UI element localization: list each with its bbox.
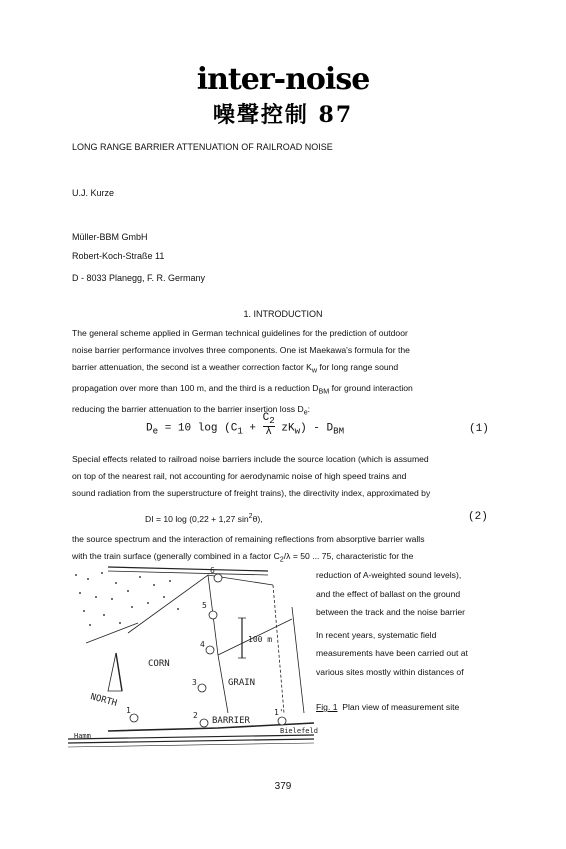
text-line: sound radiation from the superstructure of freight trains), the directivity index, approximated by <box>72 488 431 499</box>
north-label: NORTH <box>89 692 118 709</box>
text-line: barrier attenuation, the second ist a weather correction factor $K_w$ for long range sound <box>72 362 399 376</box>
barrier-label: BARRIER <box>212 716 250 726</box>
text-line: propagation over more than 100 m, and the third is a reduction $D_{BM}$ for ground interaction <box>72 383 413 397</box>
equation-1: $D_e = 10$ $\log (C_1$ + $\frac{C_2}{\lambda}$ $zK_w) - D_{BM}$ <box>146 412 345 439</box>
hamm-label: Hamm <box>74 732 91 740</box>
intro-paragraph-2 <box>72 451 512 503</box>
paper-title: LONG RANGE BARRIER ATTENUATION OF RAILROAD NOISE <box>72 142 333 152</box>
top-road <box>108 567 268 571</box>
conference-logo: inter-noise <box>196 62 370 97</box>
position-label-6: 6 <box>210 566 215 575</box>
position-label-1: 1 <box>126 706 131 715</box>
conference-logo-chinese: 噪聲控制 87 <box>212 102 354 128</box>
bielefeld-label: Bielefeld <box>280 727 318 735</box>
field-boundary <box>208 575 228 713</box>
equation-2-number: (2) <box>468 511 488 523</box>
railway-track <box>68 743 314 747</box>
position-marker-1prime <box>278 717 286 725</box>
position-marker-6 <box>214 574 222 582</box>
field-boundary <box>128 575 273 633</box>
text-line: various sites mostly within distances of <box>316 666 464 677</box>
position-marker-1 <box>130 714 138 722</box>
field-boundary <box>86 623 138 643</box>
text-line: noise barrier performance involves three components. One ist Maekawa's formula for the <box>72 345 410 356</box>
text-line: and the effect of ballast on the ground <box>316 588 461 599</box>
position-marker-5 <box>209 611 217 619</box>
measurement-positions <box>130 574 286 727</box>
trees-area <box>75 572 179 626</box>
text-line: In recent years, systematic field <box>316 629 437 640</box>
railway-track <box>68 735 314 739</box>
position-label-1prime: 1' <box>274 708 284 717</box>
field-boundary <box>292 607 304 713</box>
text-line: on top of the nearest rail, not accounting for aerodynamic noise of high speed trains and <box>72 471 407 482</box>
position-label-4: 4 <box>200 640 205 649</box>
north-arrow <box>108 653 122 691</box>
section-heading: 1. INTRODUCTION <box>243 309 323 319</box>
text-line: The general scheme applied in German technical guidelines for the prediction of outdoor <box>72 328 408 338</box>
scale-label: 100 m <box>248 635 273 644</box>
position-label-5: 5 <box>202 601 207 610</box>
right-column-text <box>316 566 496 681</box>
position-marker-2 <box>200 719 208 727</box>
affiliation-line-2: Robert-Koch-Straße 11 <box>72 251 165 261</box>
affiliation-line-1: Müller-BBM GmbH <box>72 232 148 242</box>
text-line: with the train surface (generally combined in a factor $C_2/\lambda = 50$ ... 75, characteristic for the <box>72 551 414 564</box>
text-line: the source spectrum and the interaction of remaining reflections from absorptive barrier walls <box>72 534 425 544</box>
position-marker-4 <box>206 646 214 654</box>
text-line: Special effects related to railroad noise barriers include the source location (which is assumed <box>72 454 429 464</box>
affiliation-line-3: D - 8033 Planegg, F. R. Germany <box>72 273 206 283</box>
equation-1-number: (1) <box>469 423 489 435</box>
position-label-2: 2 <box>193 711 198 720</box>
position-marker-3 <box>198 684 206 692</box>
top-road <box>108 571 268 575</box>
position-label-3: 3 <box>192 678 197 687</box>
author-name: U.J. Kurze <box>72 188 115 198</box>
text-line: between the track and the noise barrier <box>316 607 466 617</box>
text-line: reducing the barrier attenuation to the barrier insertion loss $D_e$: <box>72 404 311 417</box>
page-number: 379 <box>274 781 292 792</box>
equation-2: DI = 10 log (0,22 + 1,27 $\sin^2\theta$), <box>145 513 263 524</box>
text-line: reduction of A-weighted sound levels), <box>316 570 462 580</box>
text-line: measurements have been carried out at <box>316 648 468 658</box>
field-boundary <box>273 585 284 713</box>
figure-caption: Fig. 1 Plan view of measurement site <box>316 702 460 712</box>
grain-label: GRAIN <box>228 678 256 688</box>
intro-paragraph-1 <box>72 325 502 422</box>
plan-view-figure <box>68 563 318 751</box>
railway-track <box>68 739 314 743</box>
corn-label: CORN <box>148 659 170 669</box>
